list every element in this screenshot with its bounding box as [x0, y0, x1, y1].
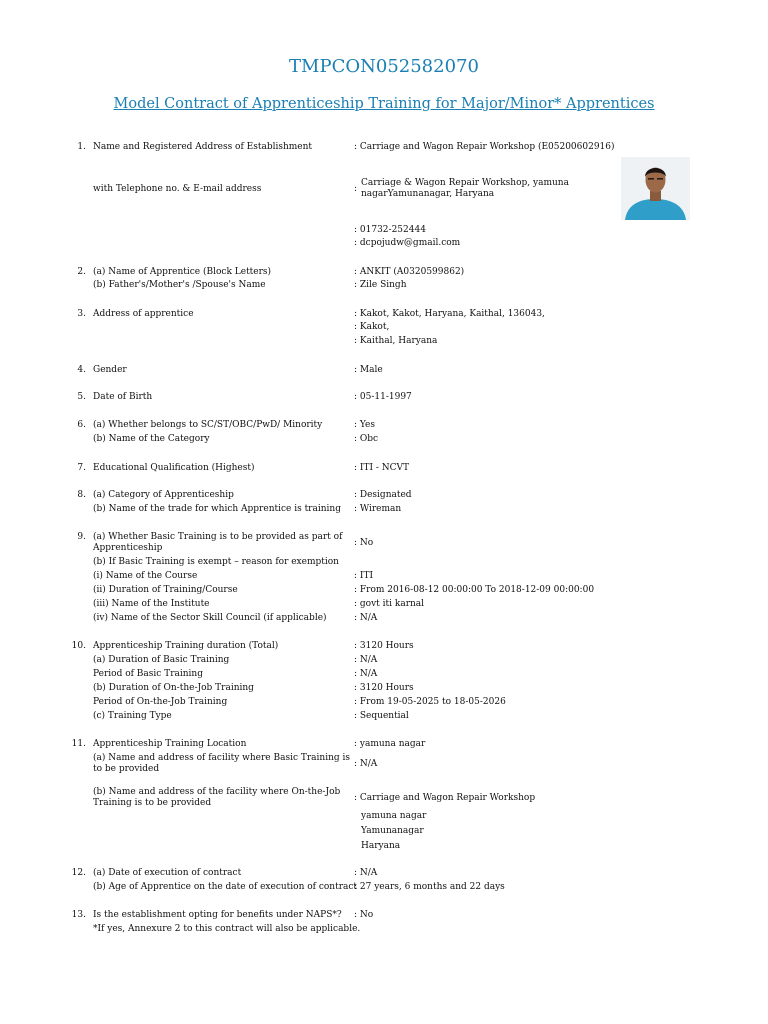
ojt-period-value: : From 19-05-2025 to 18-05-2026	[354, 697, 506, 707]
basic-facility-value: : N/A	[354, 759, 378, 769]
apprenticeship-category-value: : Designated	[354, 490, 412, 500]
guardian-name-label: (b) Father's/Mother's /Spouse's Name	[93, 280, 266, 290]
apprentice-age-label: (b) Age of Apprentice on the date of execution of contract	[93, 882, 358, 892]
basic-training-label-line2: Apprenticeship	[93, 543, 163, 553]
ojt-period-label: Period of On-the-Job Training	[93, 697, 228, 707]
trade-name-value: : Wireman	[354, 504, 402, 514]
ojt-facility-address-line3: Haryana	[361, 841, 401, 851]
contract-id: TMPCON052582070	[289, 56, 479, 77]
establishment-address-line1: Carriage & Wagon Repair Workshop, yamuna	[361, 178, 569, 188]
institute-name-value: : govt iti karnal	[354, 599, 425, 609]
basic-facility-label-line2: to be provided	[93, 764, 160, 774]
section-8-number: 8.	[77, 490, 86, 500]
training-duration-total-label: Apprenticeship Training duration (Total)	[93, 641, 279, 651]
section-2-number: 2.	[77, 267, 86, 277]
category-name-label: (b) Name of the Category	[93, 434, 210, 444]
section-4-number: 4.	[77, 365, 86, 375]
establishment-email: : dcpojudw@gmail.com	[354, 238, 461, 248]
ojt-facility-label-line1: (b) Name and address of the facility where On-the-Job	[93, 787, 341, 797]
ojt-duration-value: : 3120 Hours	[354, 683, 414, 693]
course-name-value: : ITI	[354, 571, 374, 581]
establishment-address-colon: :	[354, 184, 358, 194]
apprentice-address-line1: : Kakot, Kakot, Haryana, Kaithal, 136043,	[354, 309, 545, 319]
apprentice-name-label: (a) Name of Apprentice (Block Letters)	[93, 267, 272, 277]
section-13-number: 13.	[71, 910, 86, 920]
establishment-name-value: : Carriage and Wagon Repair Workshop (E05200602916)	[354, 142, 615, 152]
section-9-number: 9.	[77, 532, 86, 542]
apprentice-age-value: : 27 years, 6 months and 22 days	[354, 882, 505, 892]
gender-label: Gender	[93, 365, 127, 375]
apprenticeship-category-label: (a) Category of Apprenticeship	[93, 490, 234, 500]
training-type-value: : Sequential	[354, 711, 409, 721]
guardian-name-value: : Zile Singh	[354, 280, 407, 290]
apprentice-address-line3: : Kaithal, Haryana	[354, 336, 438, 346]
ojt-facility-address-line1: yamuna nagar	[361, 811, 427, 821]
section-10-number: 10.	[71, 641, 86, 651]
section-5-number: 5.	[77, 392, 86, 402]
ojt-facility-value: : Carriage and Wagon Repair Workshop	[354, 793, 536, 803]
contract-date-label: (a) Date of execution of contract	[93, 868, 242, 878]
gender-value: : Male	[354, 365, 383, 375]
sector-skill-council-value: : N/A	[354, 613, 378, 623]
document-title: Model Contract of Apprenticeship Training for Major/Minor* Apprentices	[113, 96, 655, 112]
category-name-value: : Obc	[354, 434, 379, 444]
dob-value: : 05-11-1997	[354, 392, 412, 402]
ojt-facility-label-line2: Training is to be provided	[93, 798, 212, 808]
establishment-name-label: Name and Registered Address of Establishment	[93, 142, 313, 152]
section-3-number: 3.	[77, 309, 86, 319]
course-duration-value: : From 2016-08-12 00:00:00 To 2018-12-09 00:00:00	[354, 585, 595, 595]
trade-name-label: (b) Name of the trade for which Apprentice is training	[93, 504, 341, 514]
apprentice-name-value: : ANKIT (A0320599862)	[354, 267, 465, 277]
establishment-phone: : 01732-252444	[354, 225, 426, 235]
basic-training-period-label: Period of Basic Training	[93, 669, 203, 679]
dob-label: Date of Birth	[93, 392, 153, 402]
section-1-number: 1.	[77, 142, 86, 152]
sector-skill-council-label: (iv) Name of the Sector Skill Council (if applicable)	[93, 613, 327, 623]
naps-benefit-label: Is the establishment opting for benefits under NAPS*?	[93, 910, 342, 920]
course-duration-label: (ii) Duration of Training/Course	[93, 585, 238, 595]
establishment-contact-label: with Telephone no. & E-mail address	[93, 184, 262, 194]
course-name-label: (i) Name of the Course	[93, 571, 198, 581]
basic-facility-label-line1: (a) Name and address of facility where Basic Training is	[93, 753, 350, 763]
naps-annexure-note: *If yes, Annexure 2 to this contract will also be applicable.	[93, 924, 361, 934]
section-7-number: 7.	[77, 463, 86, 473]
section-11-number: 11.	[71, 739, 86, 749]
basic-training-period-value: : N/A	[354, 669, 378, 679]
institute-name-label: (iii) Name of the Institute	[93, 599, 210, 609]
category-belongs-label: (a) Whether belongs to SC/ST/OBC/PwD/ Minority	[93, 420, 323, 430]
exemption-reason-label: (b) If Basic Training is exempt – reason for exemption	[93, 557, 339, 567]
apprentice-address-label: Address of apprentice	[93, 309, 194, 319]
training-location-value: : yamuna nagar	[354, 739, 426, 749]
category-belongs-value: : Yes	[354, 420, 375, 430]
training-type-label: (c) Training Type	[93, 711, 172, 721]
training-duration-total-value: : 3120 Hours	[354, 641, 414, 651]
basic-training-duration-value: : N/A	[354, 655, 378, 665]
naps-benefit-value: : No	[354, 910, 374, 920]
basic-training-value: : No	[354, 538, 374, 548]
training-location-label: Apprenticeship Training Location	[93, 739, 247, 749]
ojt-facility-address-line2: Yamunanagar	[361, 826, 424, 836]
ojt-duration-label: (b) Duration of On-the-Job Training	[93, 683, 254, 693]
apprentice-photo	[621, 157, 690, 220]
apprentice-address-line2: : Kakot,	[354, 322, 390, 332]
section-6-number: 6.	[77, 420, 86, 430]
section-12-number: 12.	[71, 868, 86, 878]
basic-training-duration-label: (a) Duration of Basic Training	[93, 655, 230, 665]
qualification-value: : ITI - NCVT	[354, 463, 410, 473]
contract-date-value: : N/A	[354, 868, 378, 878]
qualification-label: Educational Qualification (Highest)	[93, 463, 255, 473]
basic-training-label-line1: (a) Whether Basic Training is to be provided as part of	[93, 532, 343, 542]
establishment-address-line2: nagarYamunanagar, Haryana	[361, 189, 495, 199]
